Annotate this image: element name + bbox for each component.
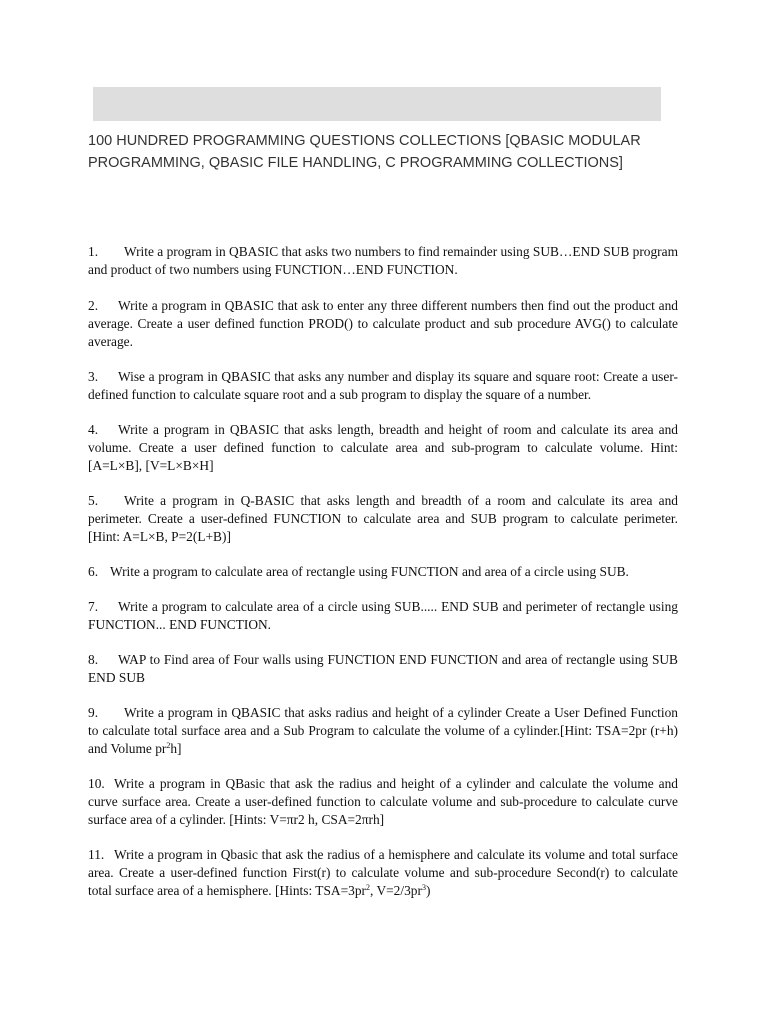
question-list xyxy=(88,243,678,917)
superscript: 3 xyxy=(421,883,426,892)
question-text: Write a program in QBASIC that asks length, breadth and height of room and calculate its area and volume. Create a user defined function to calculate area and sub-program to calculate volume. Hint: [A=L×B], [V=L×B×H] xyxy=(88,422,678,473)
question-number: 10. xyxy=(88,776,105,791)
question-item xyxy=(88,563,678,581)
question-text: Write a program in QBASIC that asks two numbers to find remainder using SUB…END SUB program and product of two numbers using FUNCTION…END FUNCTION. xyxy=(88,244,678,277)
question-text: ) xyxy=(425,883,431,898)
question-item xyxy=(88,651,678,687)
question-number: 4. xyxy=(88,422,99,437)
question-item xyxy=(88,368,678,404)
header-banner xyxy=(93,87,661,121)
question-number: 1. xyxy=(88,244,99,259)
question-item xyxy=(88,775,678,829)
question-text: Write a program in Qbasic that ask the radius of a hemisphere and calculate its volume and total surface area. Create a user-defined function First(r) to calculate volume and sub-procedure Second(r) to calculate total surface area of a hemisphere. [Hints: TSA=3pr xyxy=(88,847,678,898)
question-item xyxy=(88,492,678,546)
question-number: 7. xyxy=(88,599,99,614)
question-number: 2. xyxy=(88,298,99,313)
superscript: 2 xyxy=(166,741,171,750)
question-number: 3. xyxy=(88,369,99,384)
question-text: Write a program to calculate area of a circle using SUB..... END SUB and perimeter of rectangle using FUNCTION... END FUNCTION. xyxy=(88,599,678,632)
question-text: WAP to Find area of Four walls using FUNCTION END FUNCTION and area of rectangle using SUB END SUB xyxy=(88,652,678,685)
question-item xyxy=(88,421,678,475)
question-number: 9. xyxy=(88,705,99,720)
question-number: 8. xyxy=(88,652,99,667)
question-item xyxy=(88,243,678,279)
question-text: Write a program in Q-BASIC that asks length and breadth of a room and calculate its area and perimeter. Create a user-defined FUNCTION to calculate area and SUB program to calculate perimeter. [Hint: A=L×B, P=2(L+B)] xyxy=(88,493,678,544)
question-text: Write a program in QBASIC that ask to enter any three different numbers then find out the product and average. Create a user defined function PROD() to calculate product and sub procedure AVG() to calculate average. xyxy=(88,298,678,349)
document-title: 100 HUNDRED PROGRAMMING QUESTIONS COLLECTIONS [QBASIC MODULAR PROGRAMMING, QBASIC FILE HANDLING, C PROGRAMMING COLLECTIONS] xyxy=(88,133,641,171)
question-item xyxy=(88,846,678,900)
question-number: 5. xyxy=(88,493,99,508)
question-text: Write a program in QBASIC that asks radius and height of a cylinder Create a User Defined Function to calculate total surface area and a Sub Program to calculate the volume of a cylinder.[Hint: TSA=2pr (r+h) and Volume pr xyxy=(88,705,678,756)
question-item xyxy=(88,598,678,634)
question-text: Wise a program in QBASIC that asks any number and display its square and square root: Create a user- defined function to calculate square root and a sub program to display the square of a number. xyxy=(88,369,678,402)
question-item xyxy=(88,297,678,351)
question-text: h] xyxy=(170,741,182,756)
question-number: 11. xyxy=(88,847,105,862)
question-text: Write a program in QBasic that ask the radius and height of a cylinder and calculate the volume and curve surface area. Create a user-defined function to calculate volume and sub-procedure to calculate curve surface area of a cylinder. [Hints: V=πr2 h, CSA=2πrh] xyxy=(88,776,678,827)
question-item xyxy=(88,704,678,758)
question-text: Write a program to calculate area of rectangle using FUNCTION and area of a circle using SUB. xyxy=(110,564,629,579)
question-text: , V=2/3pr xyxy=(370,883,422,898)
question-number: 6. xyxy=(88,564,99,579)
superscript: 2 xyxy=(366,883,370,892)
